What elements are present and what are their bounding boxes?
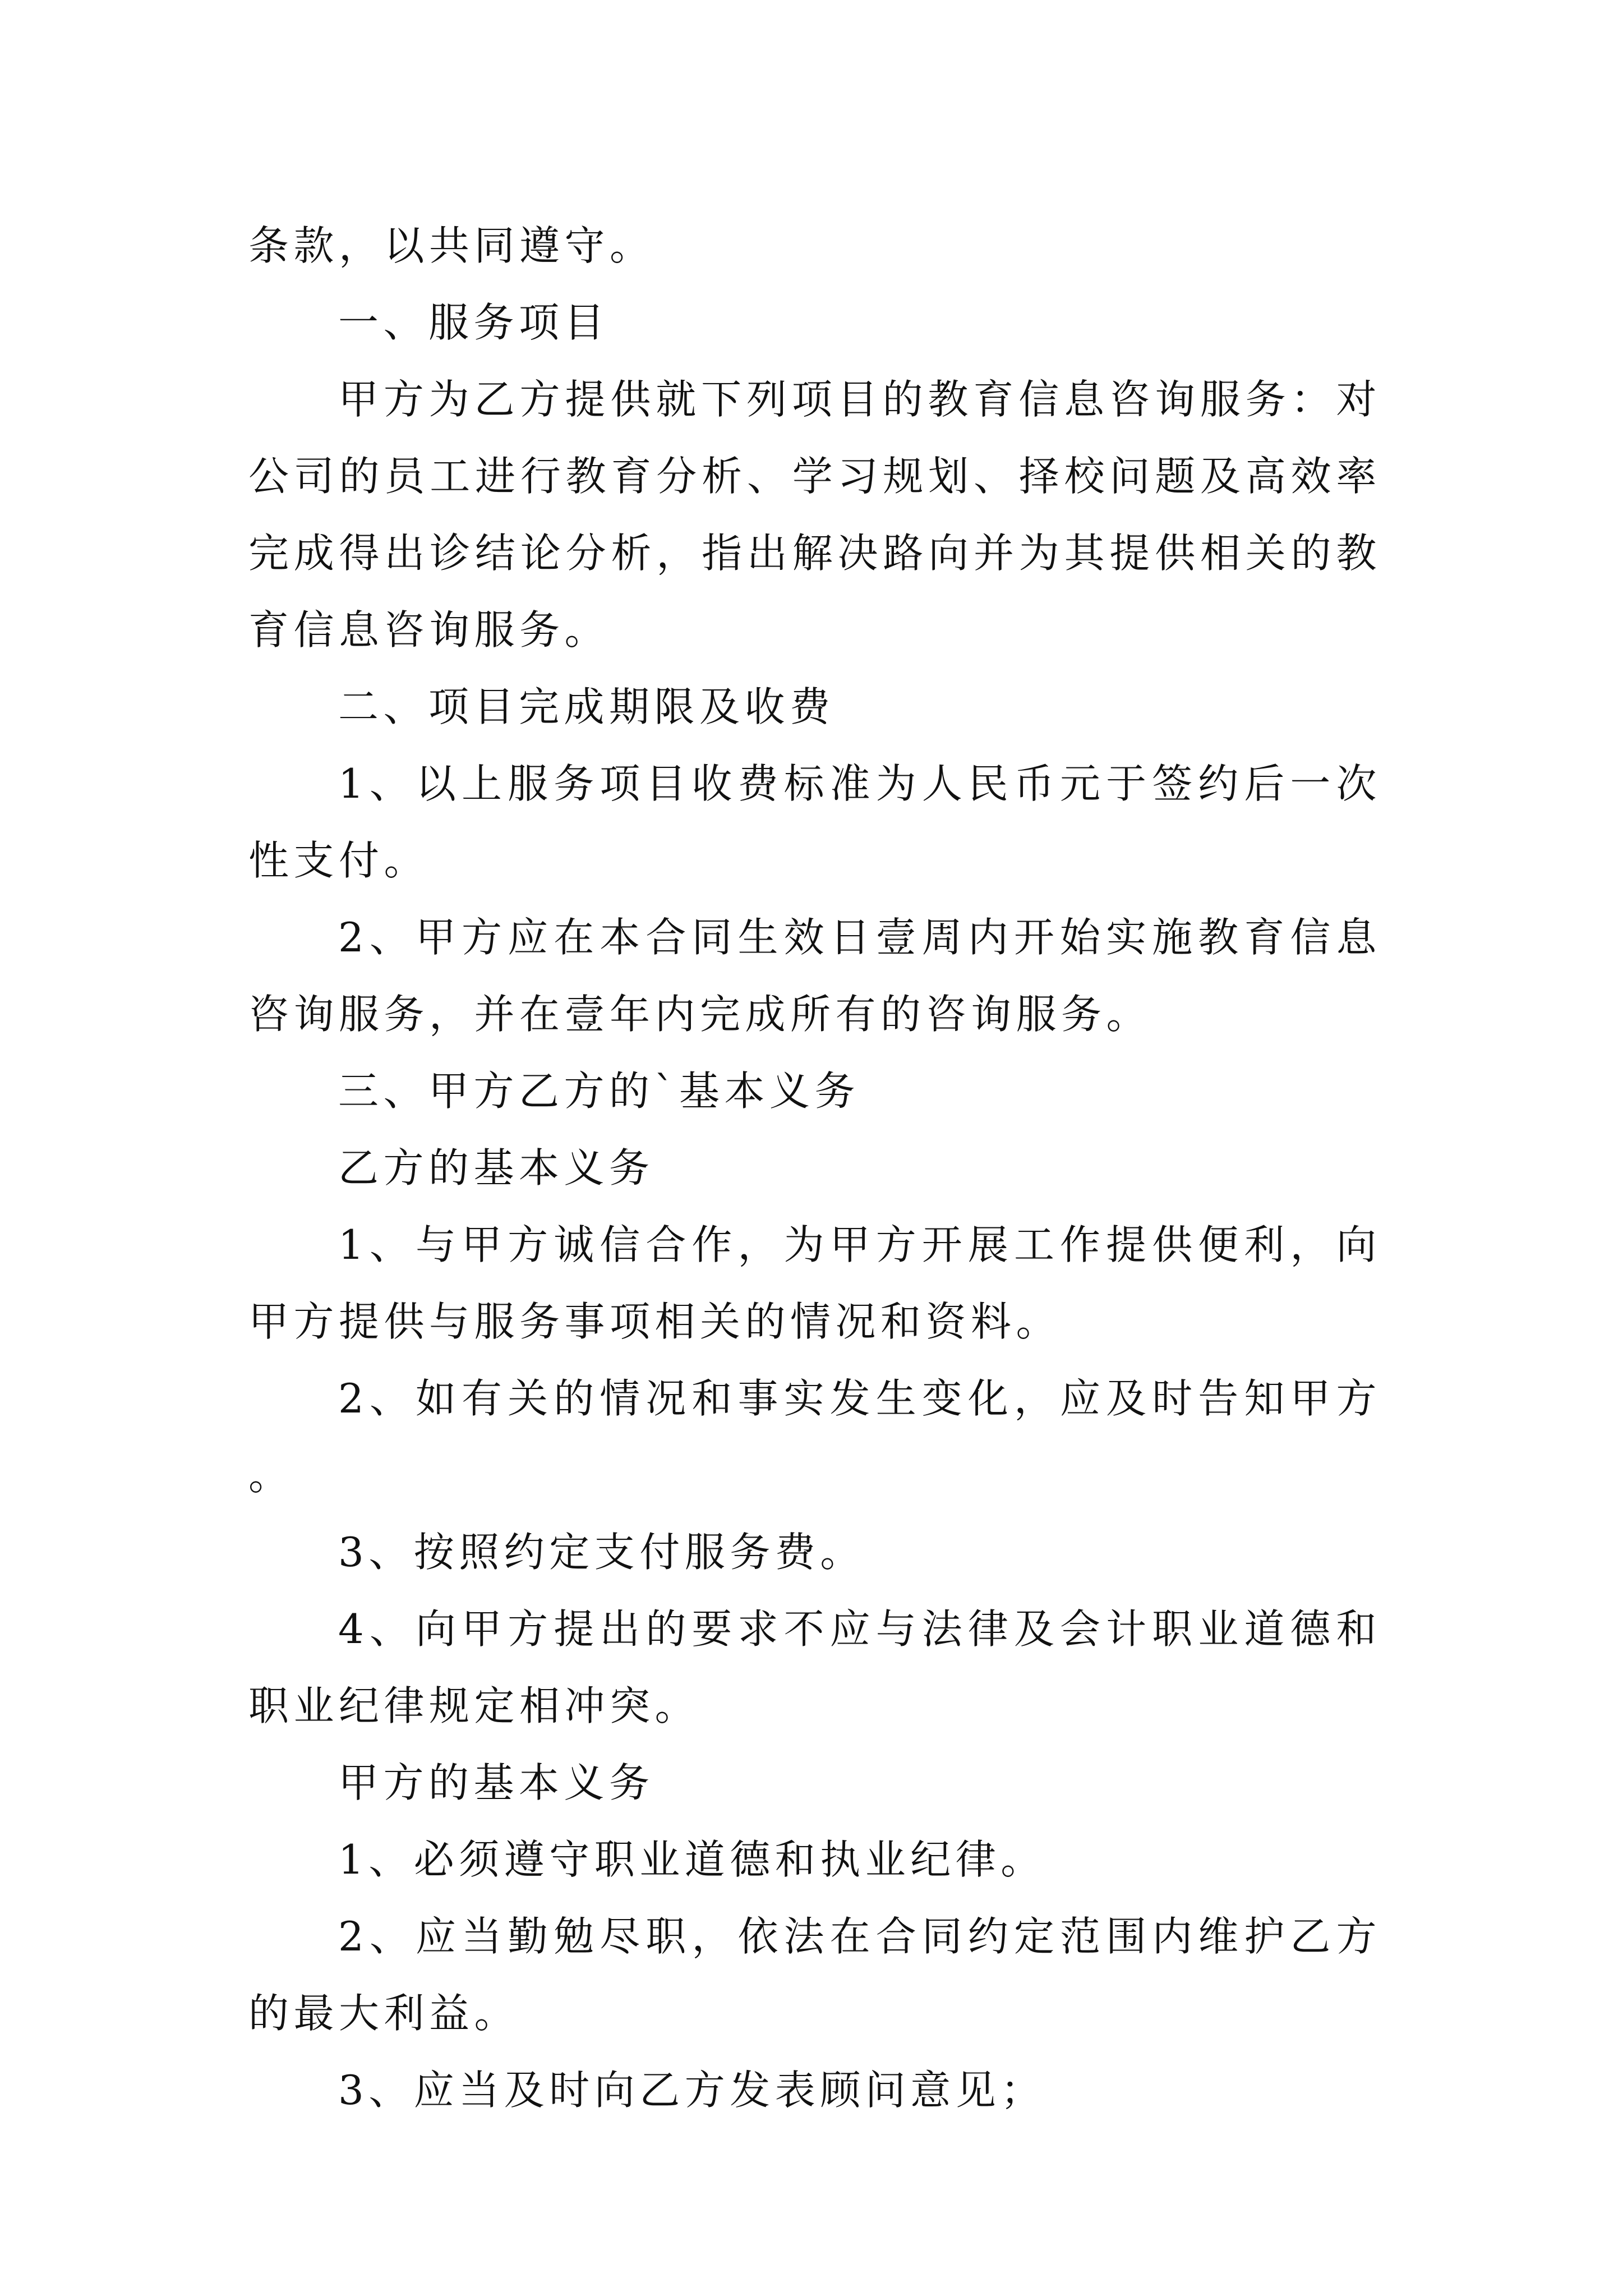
paragraph-party-b-obligation-2: 2、如有关的情况和事实发生变化，应及时告知甲方。 [248,1375,1381,1499]
subheading-party-b-obligations: 乙方的基本义务 [338,1144,654,1191]
paragraph-party-b-obligation-1: 1、与甲方诚信合作，为甲方开展工作提供便利，向甲方提供与服务事项相关的情况和资料。 [248,1221,1381,1345]
heading-service-items: 一、服务项目 [338,299,610,346]
paragraph-service-timeline: 2、甲方应在本合同生效日壹周内开始实施教育信息咨询服务，并在壹年内完成所有的咨询服务。 [248,914,1381,1038]
paragraph-service-description: 甲方为乙方提供就下列项目的教育信息咨询服务：对公司的员工进行教育分析、学习规划、择校问题及高效率完成得出诊结论分析，指出解决路向并为其提供相关的教育信息咨询服务。 [248,376,1381,654]
paragraph-party-a-obligation-3: 3、应当及时向乙方发表顾问意见； [338,2067,1046,2114]
subheading-party-a-obligations: 甲方的基本义务 [338,1759,654,1806]
heading-term-and-fees: 二、项目完成期限及收费 [338,683,835,730]
document-body [248,208,1381,2129]
paragraph-party-b-obligation-4: 4、向甲方提出的要求不应与法律及会计职业道德和职业纪律规定相冲突。 [248,1605,1381,1729]
heading-basic-obligations: 三、甲方乙方的`基本义务 [338,1068,860,1115]
paragraph-party-b-obligation-3: 3、按照约定支付服务费。 [338,1529,865,1576]
paragraph-party-a-obligation-1: 1、必须遵守职业道德和执业纪律。 [338,1836,1046,1883]
paragraph-party-a-obligation-2: 2、应当勤勉尽职，依法在合同约定范围内维护乙方的最大利益。 [248,1913,1381,2037]
paragraph-fee-standard: 1、以上服务项目收费标准为人民币元于签约后一次性支付。 [248,760,1381,884]
paragraph-clause-continuation: 条款，以共同遵守。 [248,222,655,269]
